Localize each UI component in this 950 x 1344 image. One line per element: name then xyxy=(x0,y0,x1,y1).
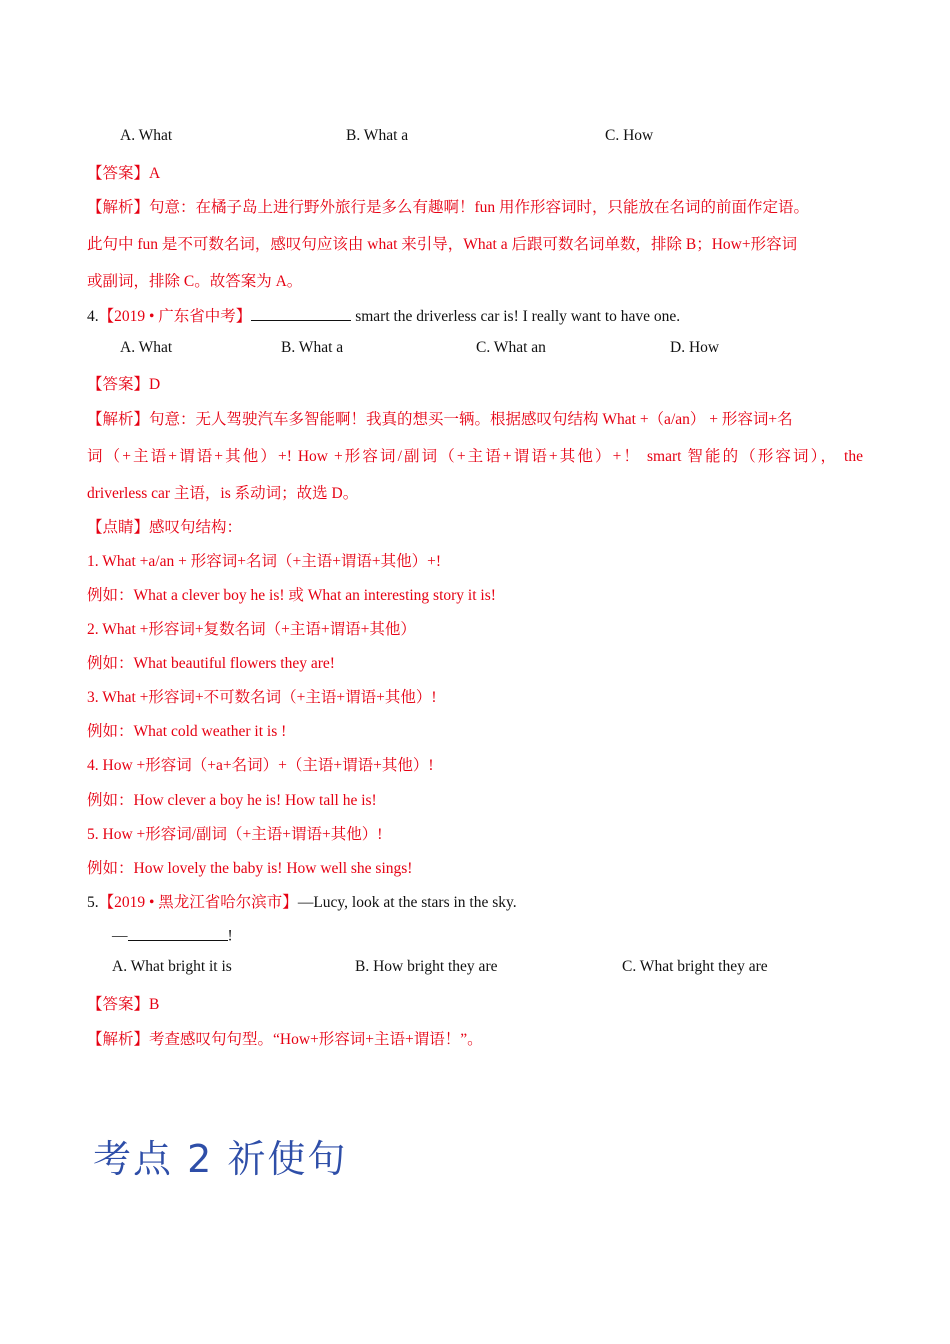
q4-tip-5: 5. How +形容词/副词（+主语+谓语+其他）! xyxy=(87,826,383,843)
q4-tip-4: 4. How +形容词（+a+名词）+（主语+谓语+其他）! xyxy=(87,757,434,774)
q4-number: 4. xyxy=(87,308,99,325)
q5-option-c: C. What bright they are xyxy=(622,958,768,975)
q5-answer: 【答案】B xyxy=(87,996,160,1013)
q5-source: 【2019 • 黑龙江省哈尔滨市】 xyxy=(98,894,298,911)
q5-number: 5. xyxy=(87,894,99,911)
q4-tip-1: 1. What +a/an + 形容词+名词（+主语+谓语+其他）+! xyxy=(87,553,442,570)
q4-tip-example-5: 例如：How lovely the baby is! How well she sings! xyxy=(87,860,413,877)
q4-tip-example-2: 例如：What beautiful flowers they are! xyxy=(87,655,335,672)
q3-option-c: C. How xyxy=(605,127,654,144)
q5-analysis: 【解析】考查感叹句句型。“How+形容词+主语+谓语！”。 xyxy=(87,1031,483,1048)
q3-answer: 【答案】A xyxy=(87,165,161,182)
q4-option-c: C. What an xyxy=(476,339,546,356)
q4-tip-3: 3. What +形容词+不可数名词（+主语+谓语+其他）! xyxy=(87,689,437,706)
q4-tips-title: 【点睛】感叹句结构： xyxy=(87,519,243,536)
q5-option-a: A. What bright it is xyxy=(112,958,232,975)
q4-analysis-line-3: driverless car 主语，is 系动词；故选 D。 xyxy=(87,485,359,502)
q5-blank xyxy=(128,924,228,941)
q4-stem xyxy=(87,304,680,326)
q5-reply xyxy=(112,924,233,946)
q4-answer: 【答案】D xyxy=(87,376,161,393)
q3-option-b: B. What a xyxy=(346,127,409,144)
q5-stem xyxy=(87,890,517,912)
q4-analysis-line-2: 词（+主语+谓语+其他）+! How +形容词/副词（+主语+谓语+其他）+！ smart 智能的（形容词）， the xyxy=(87,448,863,465)
q4-tip-example-4: 例如：How clever a boy he is! How tall he is! xyxy=(87,792,377,809)
q4-tip-2: 2. What +形容词+复数名词（+主语+谓语+其他） xyxy=(87,621,416,638)
q4-option-b: B. What a xyxy=(281,339,344,356)
section-heading: 考点 2 祈使句 xyxy=(93,1137,348,1181)
q4-option-d: D. How xyxy=(670,339,720,356)
q3-analysis-line-3: 或副词，排除 C。故答案为 A。 xyxy=(87,273,303,290)
q3-analysis-line-2: 此句中 fun 是不可数名词，感叹句应该由 what 来引导，What a 后跟可数名词单数，排除 B；How+形容词 xyxy=(87,236,798,253)
q4-blank xyxy=(251,305,351,322)
q5-reply-dash: — xyxy=(112,927,128,945)
q4-source: 【2019 • 广东省中考】 xyxy=(98,308,252,325)
q5-stem-text: —Lucy, look at the stars in the sky. xyxy=(297,894,517,911)
q4-tip-example-3: 例如：What cold weather it is ! xyxy=(87,723,287,740)
q4-option-a: A. What xyxy=(120,339,173,356)
q5-option-b: B. How bright they are xyxy=(355,958,498,975)
q3-option-a: A. What xyxy=(120,127,173,144)
q4-stem-text: smart the driverless car is! I really want to have one. xyxy=(355,308,681,325)
q4-tip-example-1: 例如：What a clever boy he is! 或 What an interesting story it is! xyxy=(87,587,496,604)
q5-reply-end: ! xyxy=(227,927,233,945)
q3-analysis-line-1: 【解析】句意：在橘子岛上进行野外旅行是多么有趣啊！fun 用作形容词时，只能放在名词的前面作定语。 xyxy=(87,199,810,216)
q4-analysis-line-1: 【解析】句意：无人驾驶汽车多智能啊！我真的想买一辆。根据感叹句结构 What +（a/an） + 形容词+名 xyxy=(87,411,793,428)
